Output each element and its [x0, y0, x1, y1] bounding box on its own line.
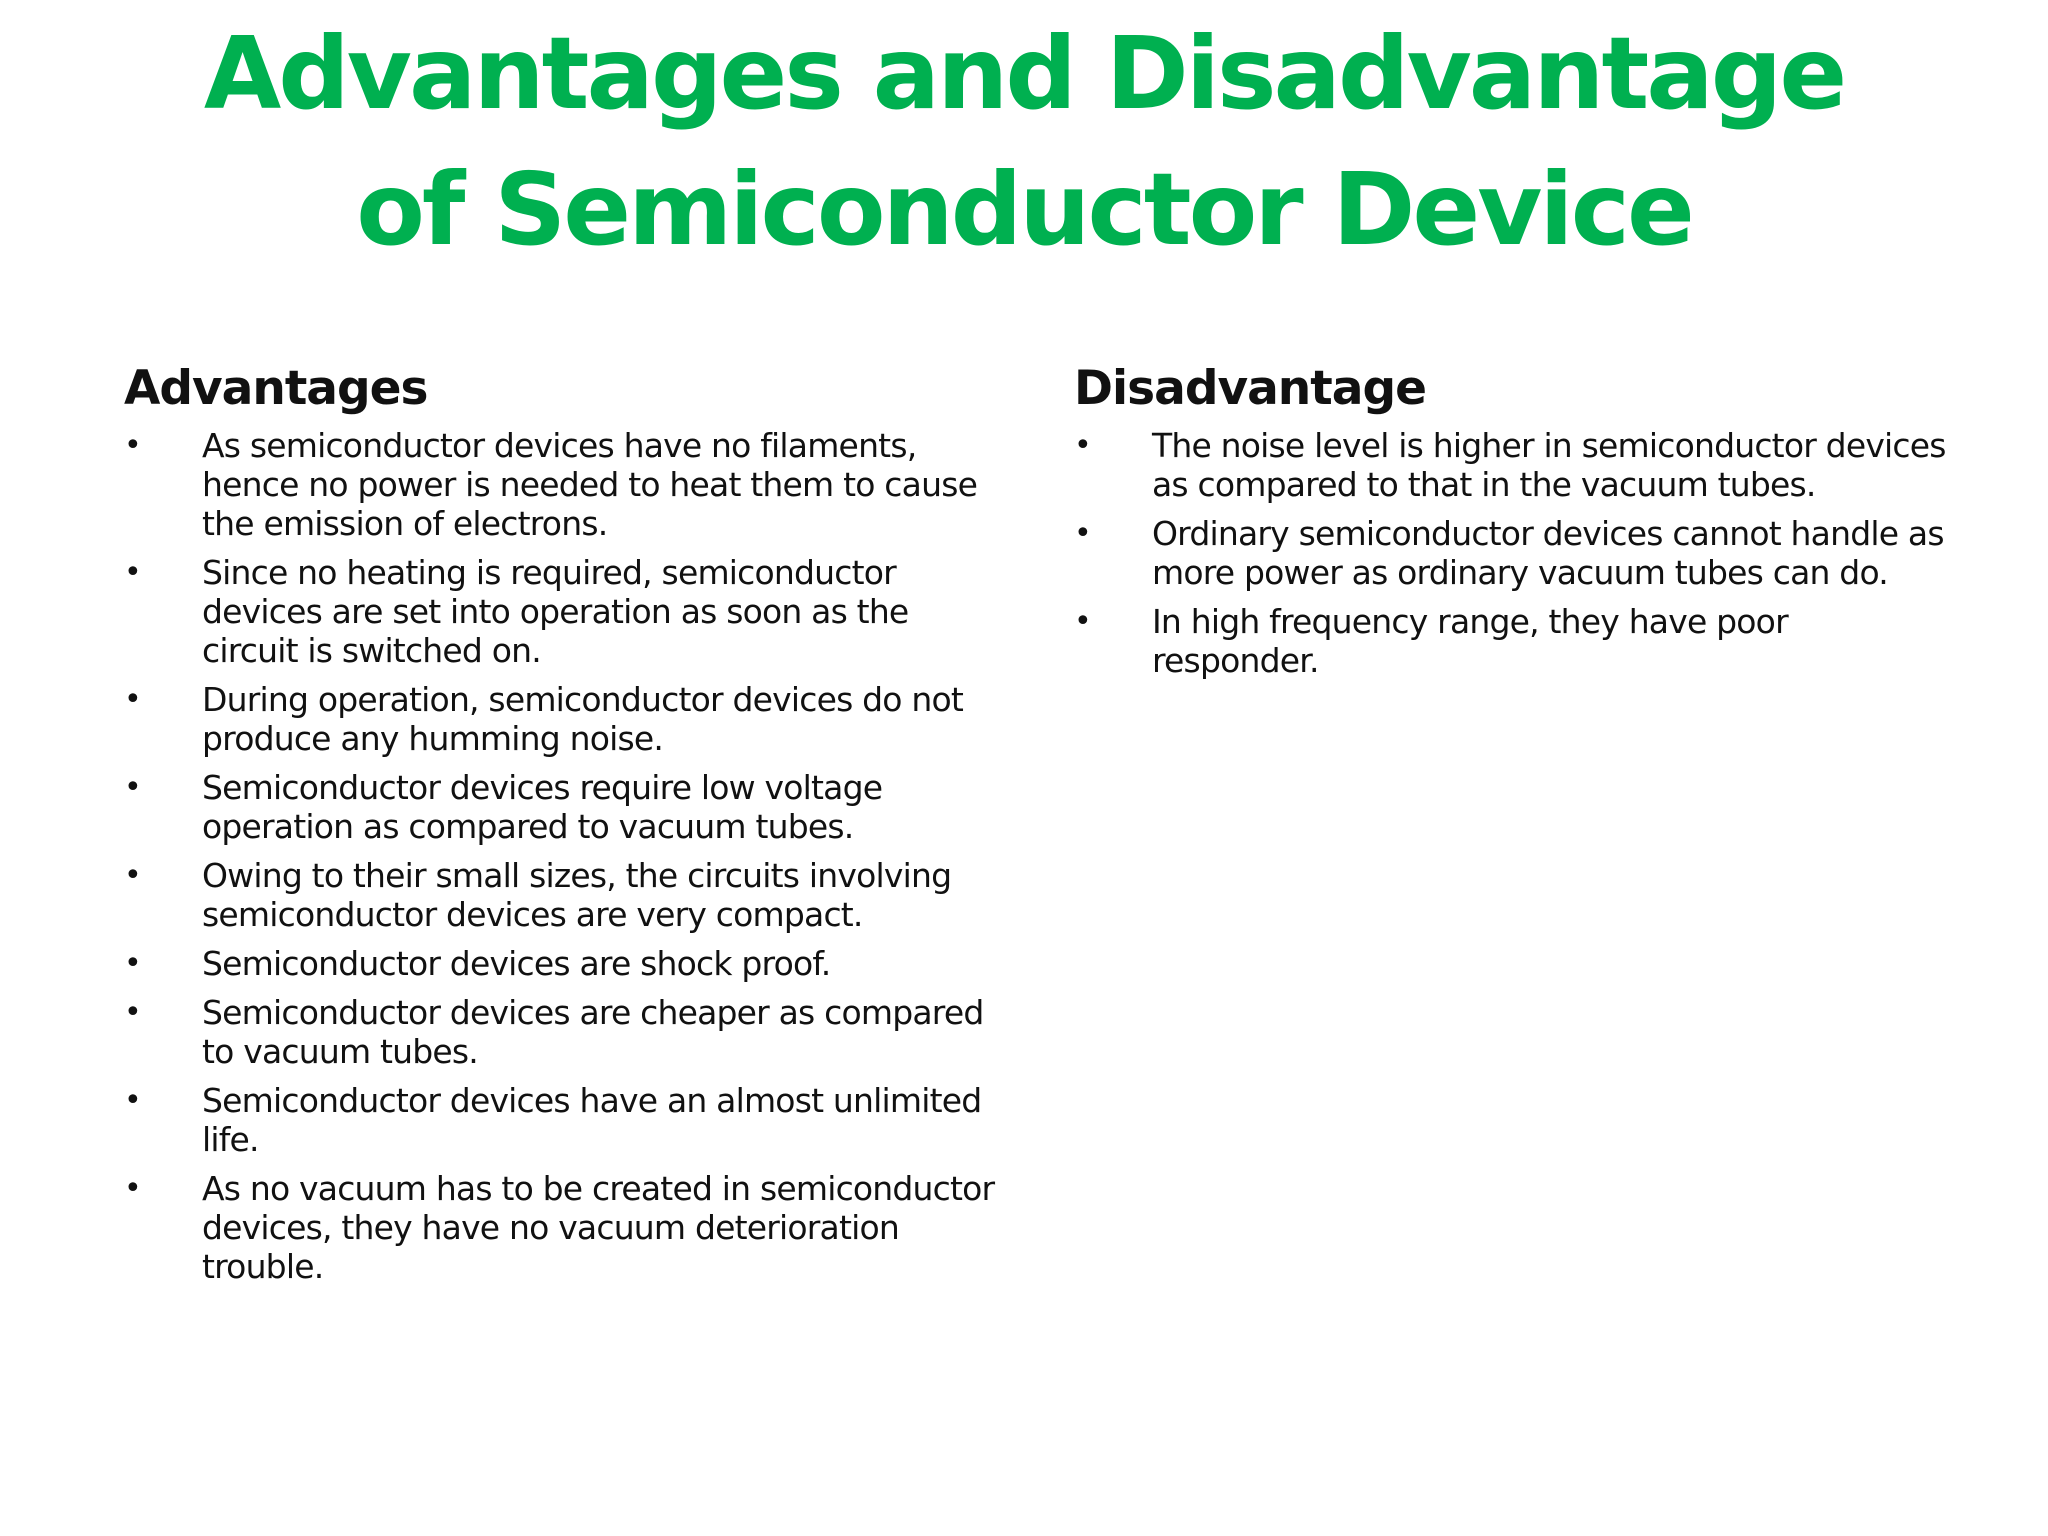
advantage-item [124, 993, 1004, 1071]
advantage-text: As semiconductor devices have no filaments, hence no power is needed to heat them to cause the emission of electrons. [202, 426, 978, 543]
disadvantages-column [1074, 358, 1954, 690]
disadvantages-heading: Disadvantage [1074, 361, 1426, 416]
bullet-icon: • [124, 858, 141, 893]
advantage-text: During operation, semiconductor devices do not produce any humming noise. [202, 680, 964, 758]
disadvantage-item [1074, 602, 1954, 680]
disadvantage-text: Ordinary semiconductor devices cannot handle as more power as ordinary vacuum tubes can do. [1152, 514, 1944, 592]
advantage-item [124, 426, 1004, 543]
bullet-icon: • [124, 1171, 141, 1206]
bullet-icon: • [124, 682, 141, 717]
bullet-icon: • [1074, 428, 1091, 463]
bullet-icon: • [1074, 604, 1091, 639]
advantages-list [124, 426, 1004, 1286]
slide-title-line-1: Advantages and Disadvantage [203, 15, 1845, 132]
advantage-item [124, 680, 1004, 758]
advantage-text: Since no heating is required, semiconductor devices are set into operation as soon as the circuit is switched on. [202, 553, 909, 670]
advantage-text: Semiconductor devices are cheaper as compared to vacuum tubes. [202, 993, 984, 1071]
slide-title [0, 6, 2048, 278]
bullet-icon: • [124, 770, 141, 805]
advantage-text: Semiconductor devices have an almost unlimited life. [202, 1081, 982, 1159]
advantages-heading: Advantages [124, 361, 428, 416]
advantage-text: Semiconductor devices require low voltage operation as compared to vacuum tubes. [202, 768, 883, 846]
disadvantage-item [1074, 426, 1954, 504]
slide-title-line-2: of Semiconductor Device [356, 151, 1692, 268]
advantage-item [124, 856, 1004, 934]
advantage-item [124, 944, 1004, 983]
advantage-item [124, 1169, 1004, 1286]
bullet-icon: • [124, 1083, 141, 1118]
advantage-item [124, 768, 1004, 846]
disadvantage-item [1074, 514, 1954, 592]
disadvantage-text: In high frequency range, they have poor responder. [1152, 602, 1788, 680]
advantage-item [124, 1081, 1004, 1159]
bullet-icon: • [124, 946, 141, 981]
bullet-icon: • [124, 555, 141, 590]
advantage-text: Semiconductor devices are shock proof. [202, 944, 831, 983]
advantage-text: As no vacuum has to be created in semiconductor devices, they have no vacuum deterioration trouble. [202, 1169, 995, 1286]
advantage-text: Owing to their small sizes, the circuits involving semiconductor devices are very compact. [202, 856, 952, 934]
bullet-icon: • [124, 995, 141, 1030]
bullet-icon: • [1074, 516, 1091, 551]
disadvantages-list [1074, 426, 1954, 680]
advantage-item [124, 553, 1004, 670]
disadvantage-text: The noise level is higher in semiconductor devices as compared to that in the vacuum tubes. [1152, 426, 1946, 504]
bullet-icon: • [124, 428, 141, 463]
advantages-column [124, 358, 1004, 1296]
